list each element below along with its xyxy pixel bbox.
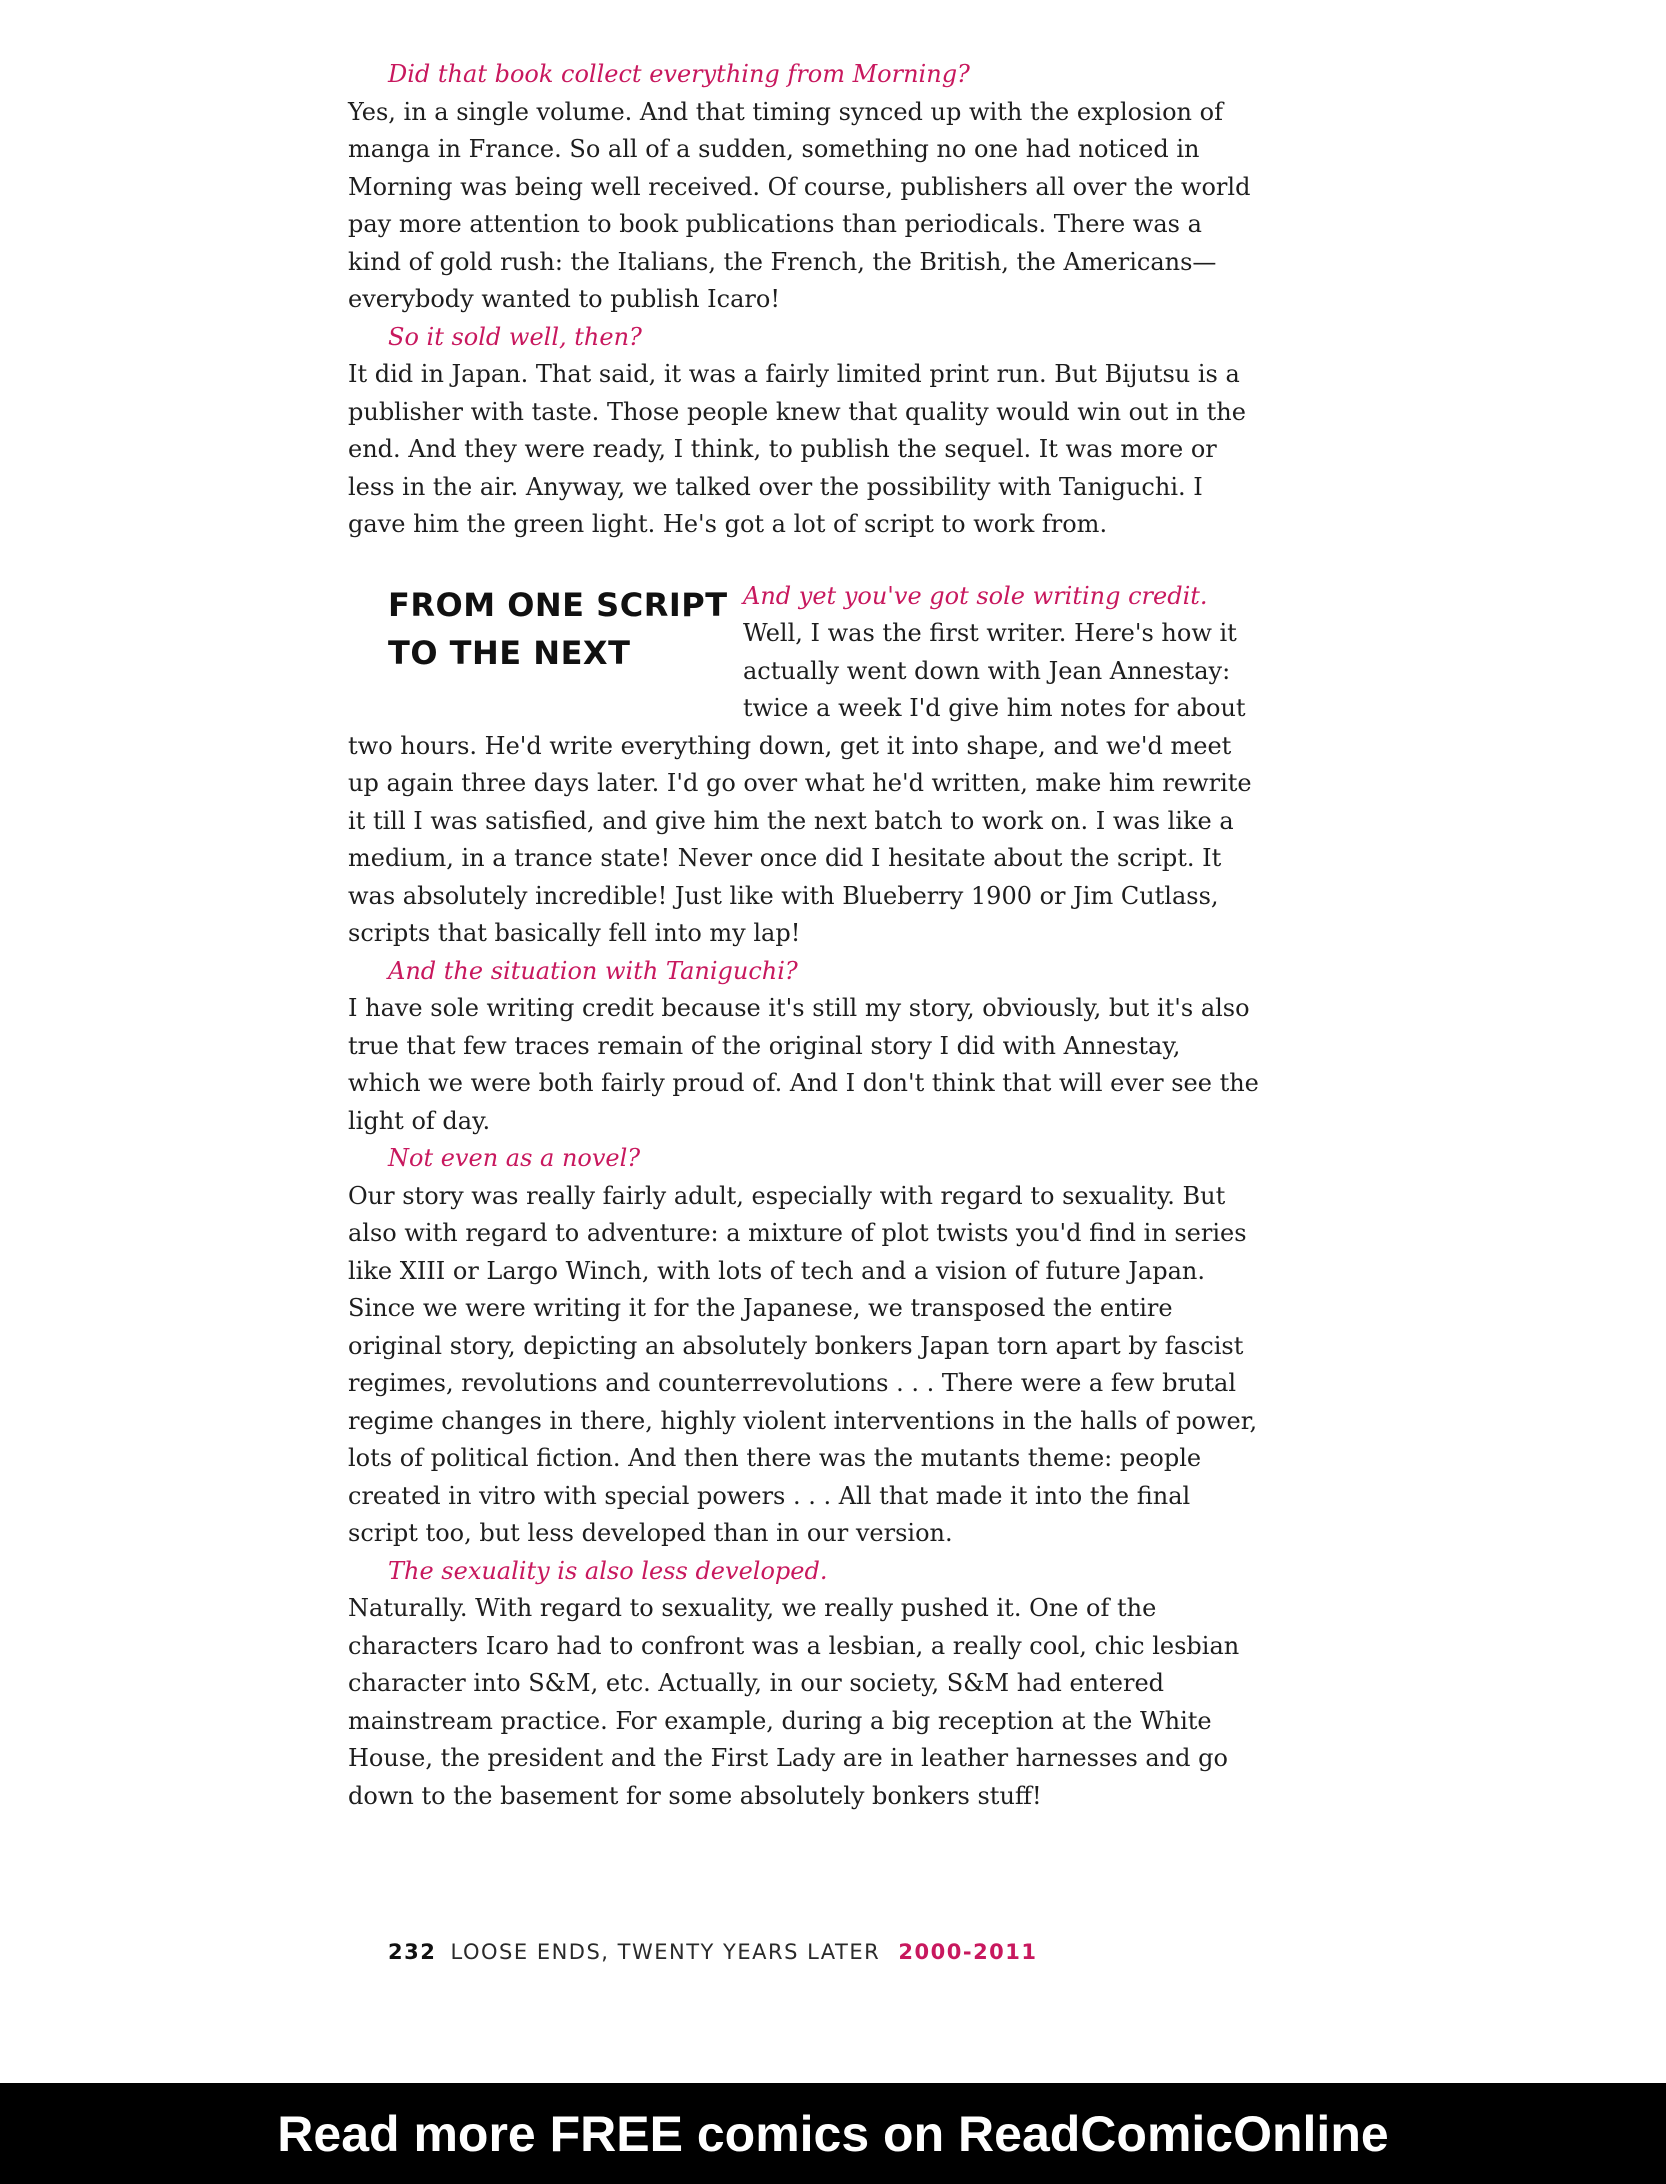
section-heading bbox=[388, 581, 743, 696]
page-number: 232 bbox=[388, 1940, 437, 1964]
interview-question: And yet you've got sole writing credit. bbox=[743, 581, 1208, 610]
chapter-title: LOOSE ENDS, TWENTY YEARS LATER bbox=[450, 1940, 881, 1964]
text-column bbox=[348, 56, 1260, 1815]
interview-answer: I have sole writing credit because it's still my story, obviously, but it's also true that few traces remain of the original story I did with Annestay, which we were both fairly proud of. And I don't think that will ever see the light of day. bbox=[348, 994, 1259, 1135]
interview-question: And the situation with Taniguchi? bbox=[388, 956, 798, 985]
interview-answer: Yes, in a single volume. And that timing synced up with the explosion of manga in France. So all of a sudden, something no one had noticed in Morning was being well received. Of course, publishers all over the world pay more attention to book publications than periodicals. There was a kind of gold rush: the Italians, the French, the British, the Americans—everybody wanted to publish Icaro! bbox=[348, 97, 1251, 313]
interview-answer: It did in Japan. That said, it was a fairly limited print run. But Bijutsu is a publisher with taste. Those people knew that quality would win out in the end. And they were ready, I think, to publish the sequel. It was more or less in the air. Anyway, we talked over the possibility with Taniguchi. I gave him the green light. He's got a lot of script to work from. bbox=[348, 360, 1246, 538]
chapter-years: 2000-2011 bbox=[898, 1940, 1038, 1964]
interview-question: The sexuality is also less developed. bbox=[388, 1556, 828, 1585]
interview-question: Not even as a novel? bbox=[388, 1144, 641, 1172]
interview-question: So it sold well, then? bbox=[388, 322, 642, 351]
interview-question: Did that book collect everything from Morning? bbox=[388, 60, 970, 88]
interview-answer: Naturally. With regard to sexuality, we really pushed it. One of the characters Icaro had to confront was a lesbian, a really cool, chic lesbian character into S&M, etc. Actually, in our society, S&M had entered mainstream practice. For example, during a big reception at the White House, the president and the First Lady are in leather harnesses and go down to the basement for some absolutely bonkers stuff! bbox=[348, 1594, 1240, 1810]
promo-banner[interactable] bbox=[0, 2083, 1666, 2184]
interview-answer: Our story was really fairly adult, especially with regard to sexuality. But also with regard to adventure: a mixture of plot twists you'd find in series like XIII or Largo Winch, with lots of tech and a vision of future Japan. Since we were writing it for the Japanese, we transposed the entire original story, depicting an absolutely bonkers Japan torn apart by fascist regimes, revolutions and counterrevolutions . . . There were a few brutal regime changes in there, highly violent interventions in the halls of power, lots of political fiction. And then there was the mutants theme: people created in vitro with special powers . . . All that made it into the final script too, but less developed than in our version. bbox=[348, 1181, 1258, 1547]
section-spacer bbox=[348, 544, 1260, 578]
interview-answer: Well, I was the first writer. Here's how it actually went down with Jean Annestay: twice a week I'd give him notes for about two hours. He'd write everything down, get it into shape, and we'd meet up again three days later. I'd go over what he'd written, make him rewrite it till I was satisfied, and give him the next batch to work on. I was like a medium, in a trance state! Never once did I hesitate about the script. It was absolutely incredible! Just like with Blueberry 1900 or Jim Cutlass, scripts that basically fell into my lap! bbox=[348, 619, 1252, 947]
section-block bbox=[348, 578, 1260, 953]
page-footer bbox=[388, 1940, 1038, 1964]
section-heading-line: TO THE NEXT bbox=[388, 633, 631, 672]
section-heading-line: FROM ONE SCRIPT bbox=[388, 585, 728, 624]
promo-banner-text[interactable]: Read more FREE comics on ReadComicOnline bbox=[277, 2105, 1389, 2162]
